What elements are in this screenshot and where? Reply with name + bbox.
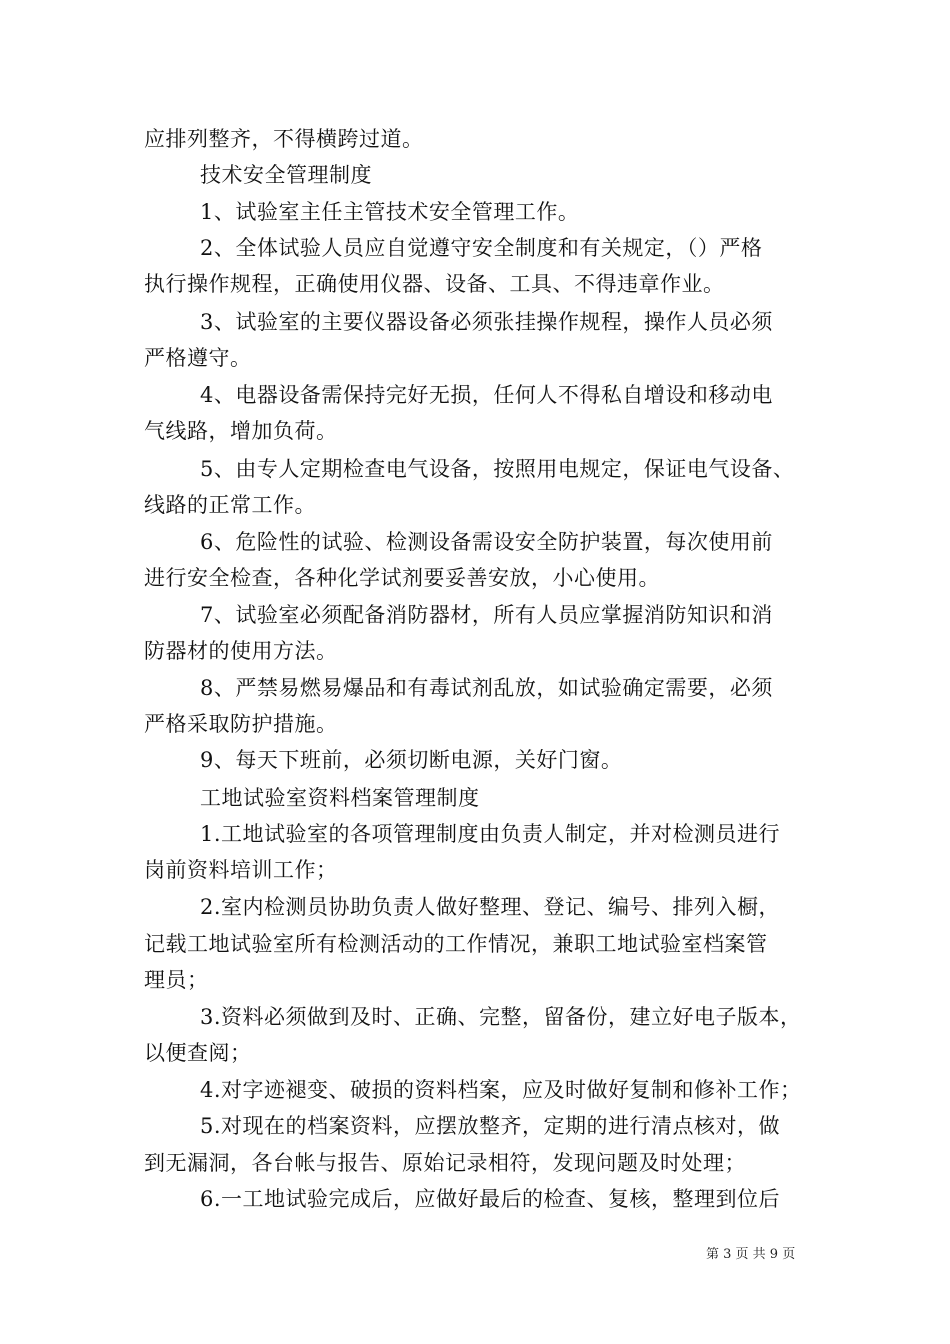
text-line: 记载工地试验室所有检测活动的工作情况，兼职工地试验室档案管 [144,932,768,956]
section-heading: 工地试验室资料档案管理制度 [200,786,480,810]
text-line: 2.室内检测员协助负责人做好整理、登记、编号、排列入橱， [200,895,781,919]
text-line: 9、每天下班前，必须切断电源，关好门窗。 [200,748,623,772]
text-line: 2、全体试验人员应自觉遵守安全制度和有关规定，（）严格 [200,236,763,260]
text-line: 进行安全检查，各种化学试剂要妥善安放，小心使用。 [144,566,660,590]
text-line: 到无漏洞，各台帐与报告、原始记录相符，发现问题及时处理； [144,1151,746,1175]
text-line: 3.资料必须做到及时、正确、完整，留备份，建立好电子版本， [200,1005,802,1029]
text-line: 气线路，增加负荷。 [144,419,338,443]
text-line: 7、试验室必须配备消防器材，所有人员应掌握消防知识和消 [200,603,773,627]
text-line: 1.工地试验室的各项管理制度由负责人制定，并对检测员进行 [200,822,781,846]
text-line: 5、由专人定期检查电气设备，按照用电规定，保证电气设备、 [200,457,795,481]
text-line: 严格遵守。 [144,346,252,370]
section-heading: 技术安全管理制度 [200,163,372,187]
text-line: 应排列整齐，不得横跨过道。 [144,127,424,151]
text-line: 执行操作规程，正确使用仪器、设备、工具、不得违章作业。 [144,272,725,296]
text-line: 8、严禁易燃易爆品和有毒试剂乱放，如试验确定需要，必须 [200,676,773,700]
text-line: 3、试验室的主要仪器设备必须张挂操作规程，操作人员必须 [200,310,773,334]
text-line: 6.一工地试验完成后，应做好最后的检查、复核，整理到位后 [200,1187,781,1211]
text-line: 岗前资料培训工作； [144,858,338,882]
page-number: 第 3 页 共 9 页 [706,1247,796,1262]
text-line: 理员； [144,968,209,992]
text-line: 4.对字迹褪变、破损的资料档案，应及时做好复制和修补工作； [200,1078,802,1102]
text-line: 1、试验室主任主管技术安全管理工作。 [200,200,580,224]
text-line: 4、电器设备需保持完好无损，任何人不得私自增设和移动电 [200,383,773,407]
text-line: 线路的正常工作。 [144,493,316,517]
text-line: 5.对现在的档案资料，应摆放整齐，定期的进行清点核对，做 [200,1114,781,1138]
text-line: 防器材的使用方法。 [144,639,338,663]
text-line: 6、危险性的试验、检测设备需设安全防护装置，每次使用前 [200,530,773,554]
text-line: 严格采取防护措施。 [144,712,338,736]
text-line: 以便查阅； [144,1041,252,1065]
